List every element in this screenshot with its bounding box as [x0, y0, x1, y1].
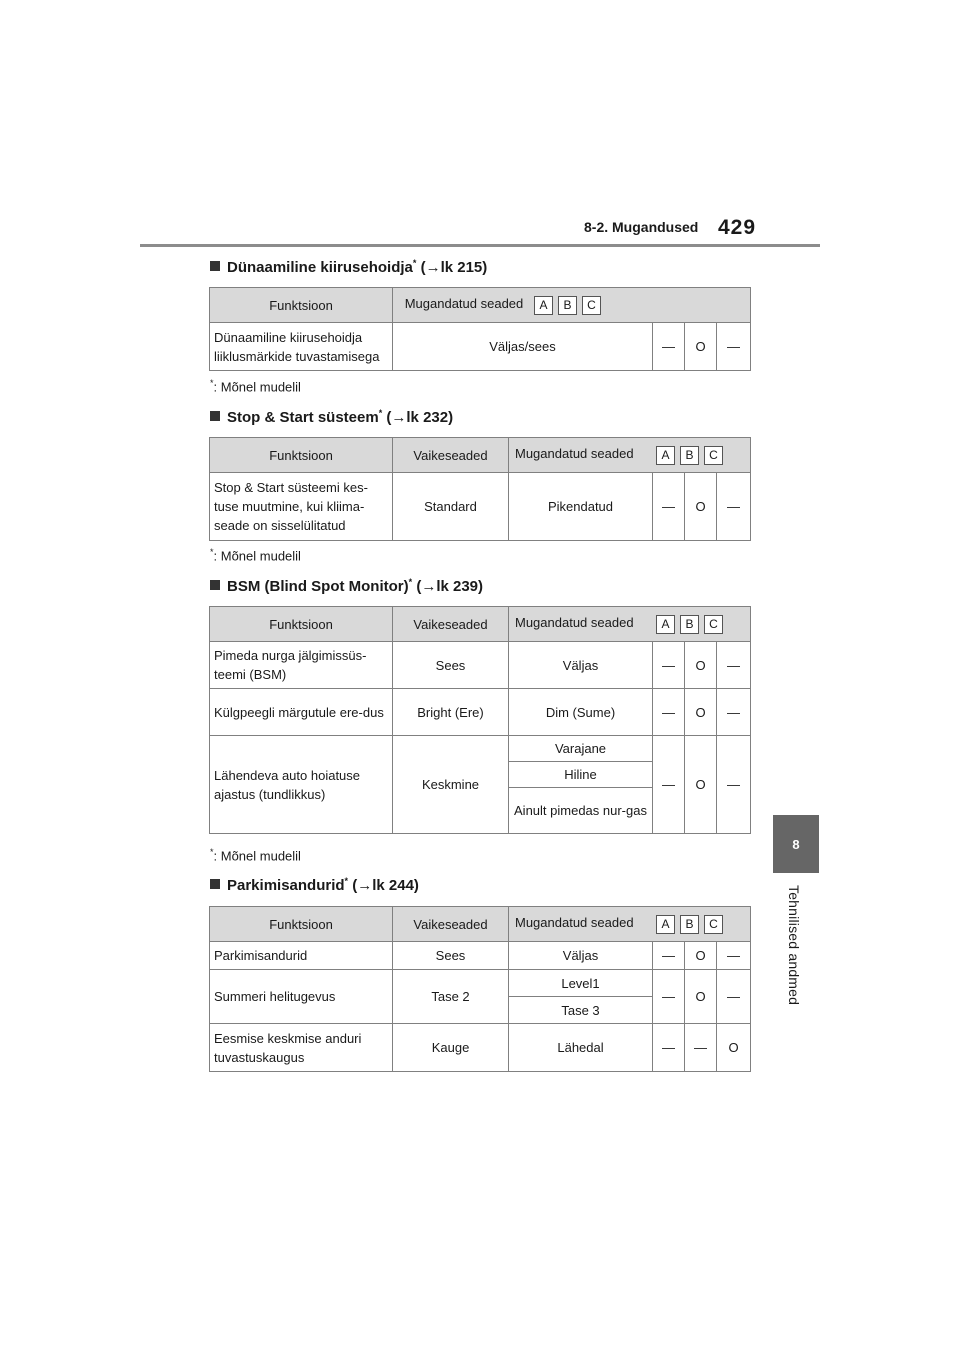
footnote: *: Mõnel mudelil: [210, 378, 301, 395]
icon-a: A: [656, 615, 675, 634]
table-row: [210, 736, 751, 762]
square-bullet-icon: [210, 411, 220, 421]
function-cell: Külgpeegli märgutule ere-dus: [210, 689, 393, 736]
header-funktsioon: Funktsioon: [210, 907, 393, 942]
icon-c: C: [704, 446, 723, 465]
b-cell: O: [685, 942, 717, 970]
section-heading: 8-2. Mugandused: [584, 219, 699, 235]
b-cell: O: [685, 689, 717, 736]
square-bullet-icon: [210, 261, 220, 271]
a-cell: —: [653, 736, 685, 834]
section-title-bsm: BSM (Blind Spot Monitor)* (→lk 239): [210, 577, 483, 595]
b-cell: O: [685, 642, 717, 689]
footnote: *: Mõnel mudelil: [210, 847, 301, 864]
section-title-stop-start: Stop & Start süsteem* (→lk 232): [210, 408, 453, 426]
function-cell: Summeri helitugevus: [210, 970, 393, 1024]
a-cell: —: [653, 642, 685, 689]
header-mugandatud: Mugandatud seaded A B C: [393, 288, 751, 323]
header-mugandatud: Mugandatud seaded A B C: [509, 607, 751, 642]
default-cell: Kauge: [393, 1024, 509, 1072]
b-cell: O: [685, 970, 717, 1024]
square-bullet-icon: [210, 879, 220, 889]
table-header-row: [210, 607, 751, 642]
icon-c: C: [704, 915, 723, 934]
square-bullet-icon: [210, 580, 220, 590]
c-cell: O: [717, 1024, 751, 1072]
custom-cell: Pikendatud: [509, 473, 653, 541]
function-cell: Dünaamiline kiirusehoidja liiklusmärkide tuvastamisega: [210, 323, 393, 371]
default-cell: Sees: [393, 942, 509, 970]
custom-cell: Väljas: [509, 942, 653, 970]
table-header-row: [210, 288, 751, 323]
default-cell: Tase 2: [393, 970, 509, 1024]
icon-a: A: [656, 446, 675, 465]
custom-cell: Tase 3: [509, 997, 653, 1024]
section-title-parking-sensors: Parkimisandurid* (→lk 244): [210, 876, 419, 894]
b-cell: —: [685, 1024, 717, 1072]
custom-cell: Level1: [509, 970, 653, 997]
table-bsm: [209, 606, 751, 834]
header-divider: [140, 244, 820, 247]
table-row: [210, 642, 751, 689]
footnote: *: Mõnel mudelil: [210, 547, 301, 564]
default-cell: Sees: [393, 642, 509, 689]
custom-cell: Dim (Sume): [509, 689, 653, 736]
chapter-tab: [773, 815, 819, 873]
chapter-title: Tehnilised andmed: [786, 885, 802, 1006]
icon-c: C: [704, 615, 723, 634]
icon-b: B: [680, 615, 699, 634]
table-stop-start: [209, 437, 751, 541]
a-cell: —: [653, 970, 685, 1024]
table-row: [210, 970, 751, 997]
page-number: 429: [718, 216, 757, 239]
a-cell: —: [653, 1024, 685, 1072]
header-funktsioon: Funktsioon: [210, 288, 393, 323]
b-cell: O: [685, 323, 717, 371]
header-funktsioon: Funktsioon: [210, 438, 393, 473]
icon-a: A: [656, 915, 675, 934]
icon-c: C: [582, 296, 601, 315]
default-cell: Keskmine: [393, 736, 509, 834]
custom-cell: Ainult pimedas nur-gas: [509, 788, 653, 834]
custom-cell: Hiline: [509, 762, 653, 788]
table-row: [210, 689, 751, 736]
icon-b: B: [558, 296, 577, 315]
icon-b: B: [680, 446, 699, 465]
header-vaikeseaded: Vaikeseaded: [393, 907, 509, 942]
c-cell: —: [717, 689, 751, 736]
table-row: [210, 323, 751, 371]
c-cell: —: [717, 970, 751, 1024]
table-header-row: [210, 438, 751, 473]
c-cell: —: [717, 473, 751, 541]
header-vaikeseaded: Vaikeseaded: [393, 438, 509, 473]
function-cell: Lähendeva auto hoiatuse ajastus (tundlikkus): [210, 736, 393, 834]
table-row: [210, 473, 751, 541]
function-cell: Eesmise keskmise anduri tuvastuskaugus: [210, 1024, 393, 1072]
default-cell: Bright (Ere): [393, 689, 509, 736]
a-cell: —: [653, 942, 685, 970]
c-cell: —: [717, 642, 751, 689]
icon-b: B: [680, 915, 699, 934]
custom-cell: Väljas: [509, 642, 653, 689]
c-cell: —: [717, 942, 751, 970]
a-cell: —: [653, 473, 685, 541]
chapter-number: 8: [792, 836, 800, 852]
c-cell: —: [717, 736, 751, 834]
table-parking-sensors: [209, 906, 751, 1072]
function-cell: Stop & Start süsteemi kes-tuse muutmine, kui kliima-seade on sisselülitatud: [210, 473, 393, 541]
table-cruise-control: [209, 287, 751, 371]
header-funktsioon: Funktsioon: [210, 607, 393, 642]
custom-cell: Väljas/sees: [393, 323, 653, 371]
header-mugandatud: Mugandatud seaded A B C: [509, 907, 751, 942]
a-cell: —: [653, 689, 685, 736]
function-cell: Parkimisandurid: [210, 942, 393, 970]
function-cell: Pimeda nurga jälgimissüs-teemi (BSM): [210, 642, 393, 689]
b-cell: O: [685, 736, 717, 834]
custom-cell: Varajane: [509, 736, 653, 762]
table-header-row: [210, 907, 751, 942]
a-cell: —: [653, 323, 685, 371]
c-cell: —: [717, 323, 751, 371]
table-row: [210, 1024, 751, 1072]
section-title-cruise-control: Dünaamiline kiirusehoidja* (→lk 215): [210, 258, 487, 276]
header-vaikeseaded: Vaikeseaded: [393, 607, 509, 642]
default-cell: Standard: [393, 473, 509, 541]
custom-cell: Lähedal: [509, 1024, 653, 1072]
table-row: [210, 942, 751, 970]
icon-a: A: [534, 296, 553, 315]
b-cell: O: [685, 473, 717, 541]
header-mugandatud: Mugandatud seaded A B C: [509, 438, 751, 473]
